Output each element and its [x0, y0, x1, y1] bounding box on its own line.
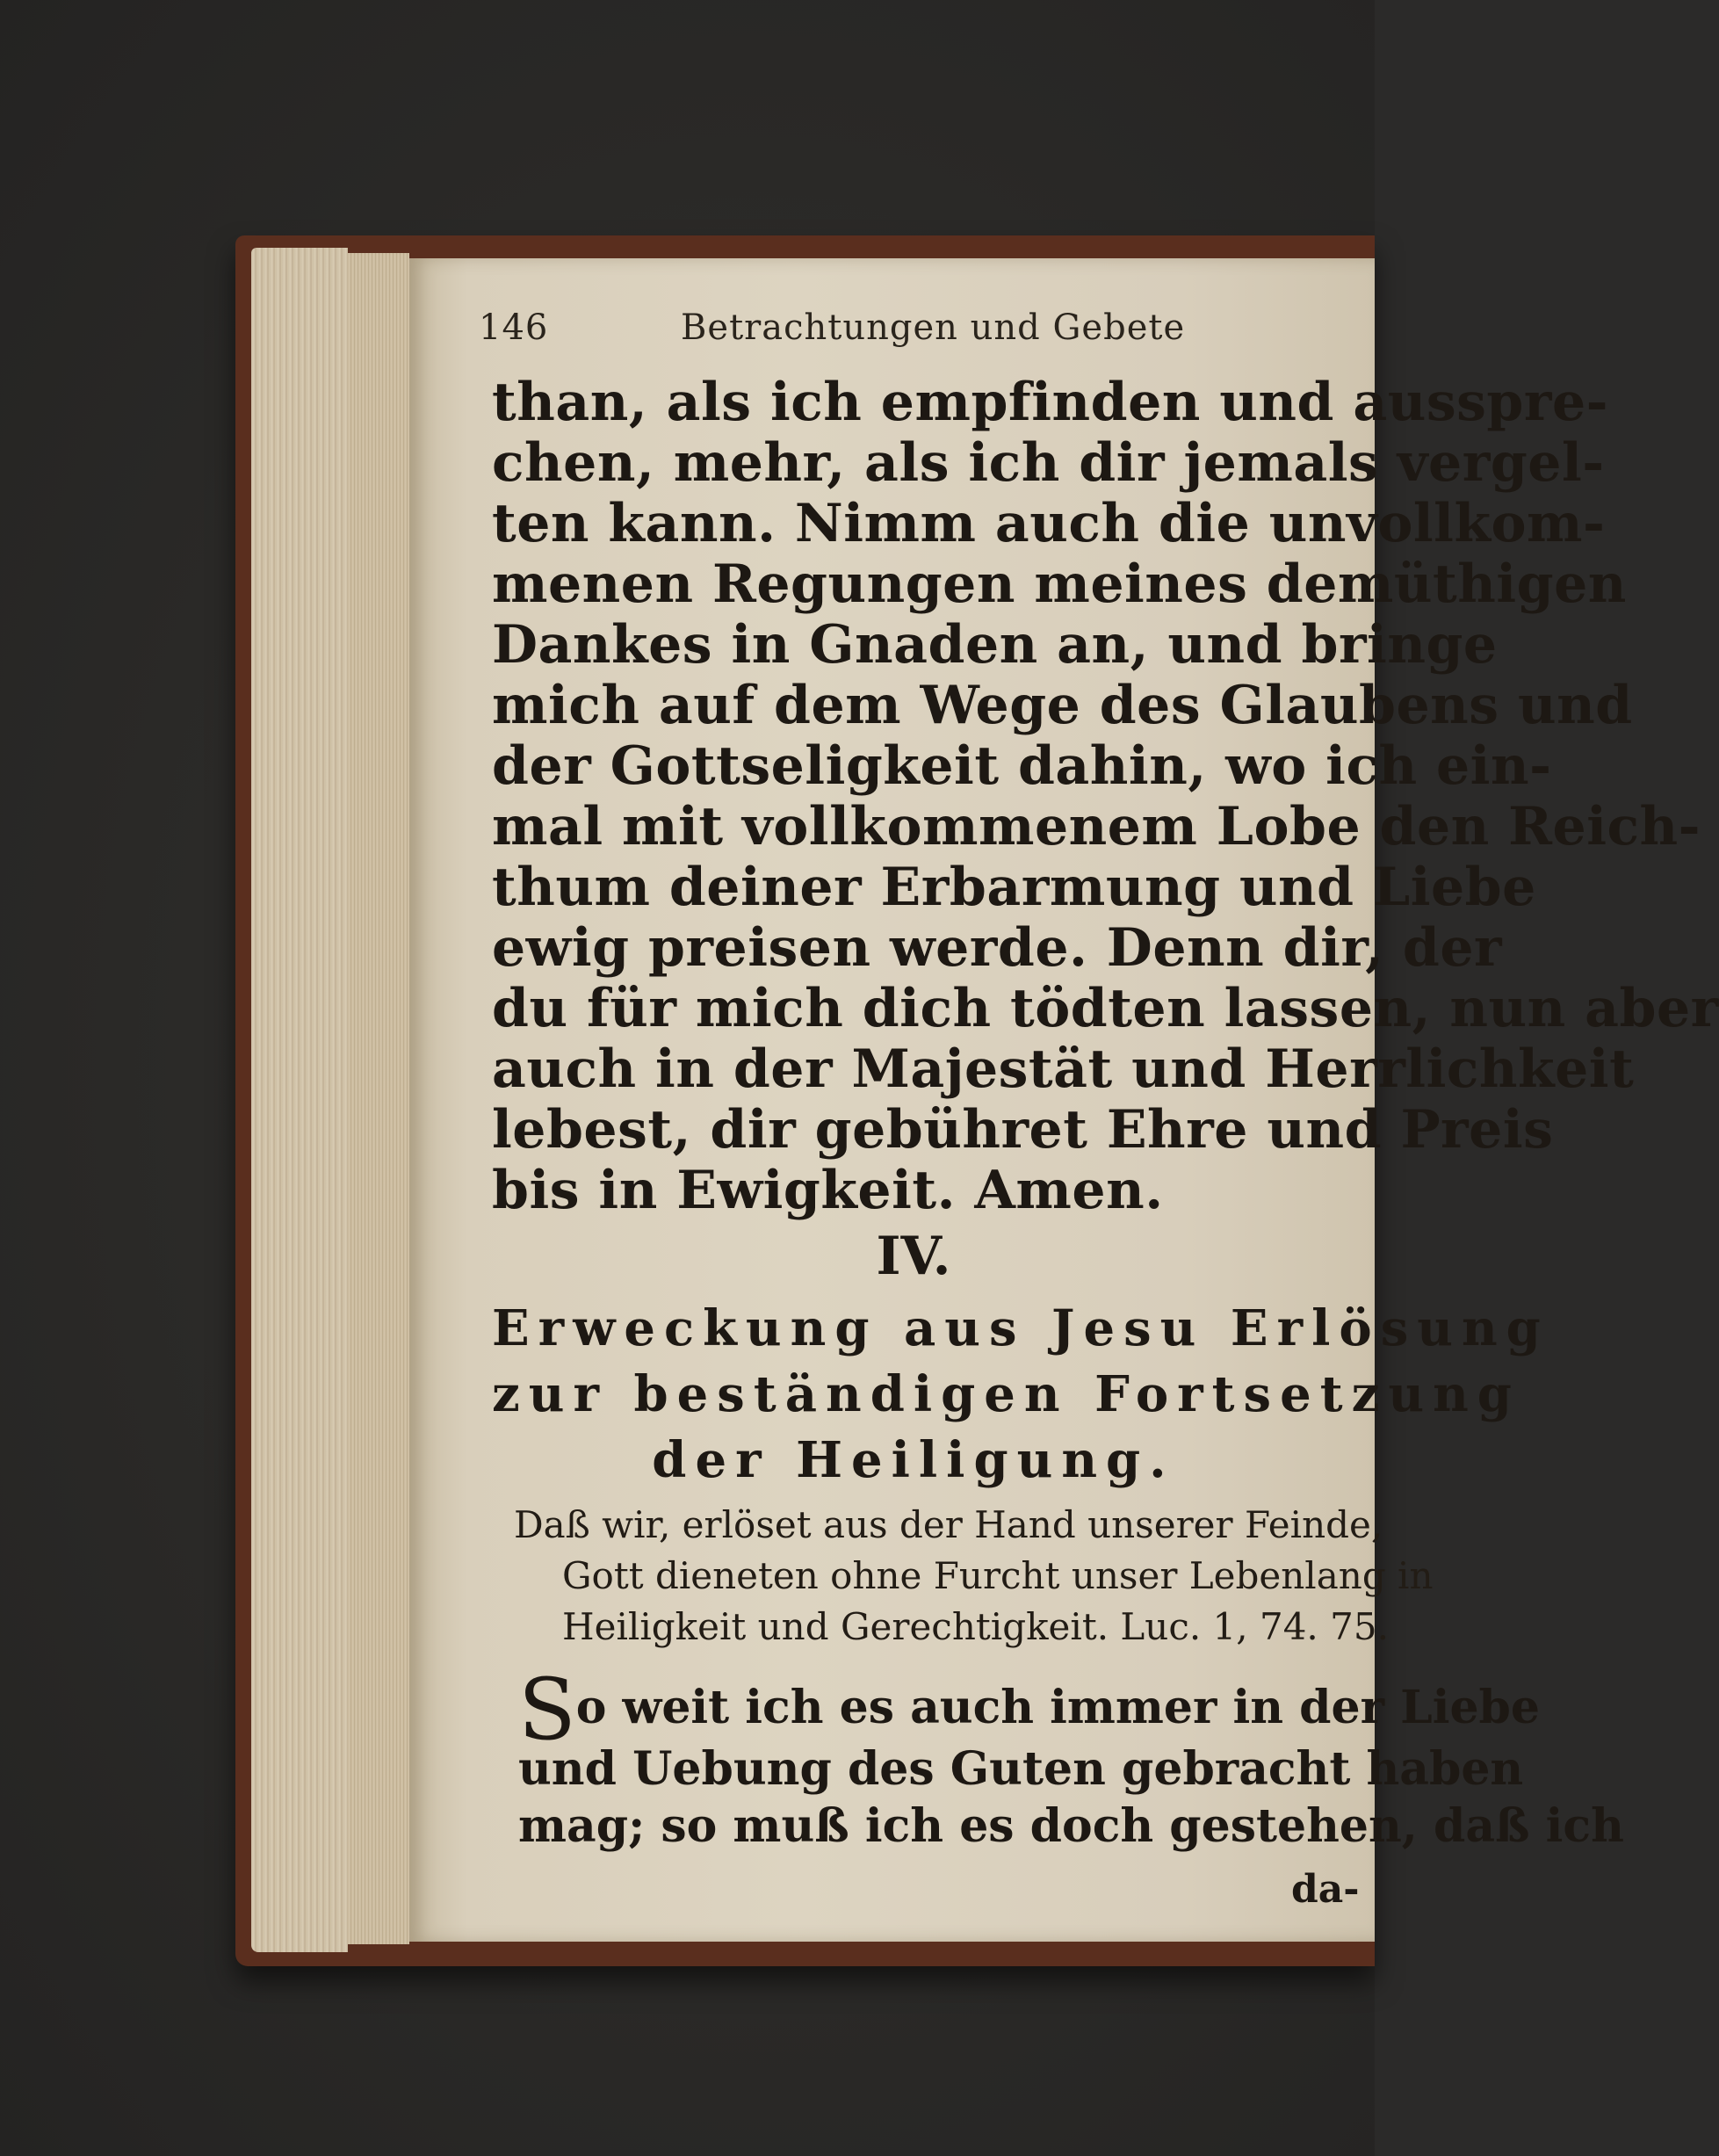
page-number: 146	[479, 307, 549, 348]
text-line: chen, mehr, als ich dir jemals vergel-	[492, 432, 1605, 494]
motto-line: Gott dieneten ohne Furcht unser Lebenlang in	[562, 1554, 1434, 1597]
text-line: than, als ich empfinden und ausspre-	[492, 372, 1609, 433]
text-line: auch in der Majestät und Herrlichkeit	[492, 1038, 1635, 1100]
text-line: mal mit vollkommenem Lobe den Reich-	[492, 796, 1701, 857]
drop-cap: S	[518, 1660, 576, 1759]
paragraph-first-line	[518, 1660, 1540, 1759]
page-block-edge	[251, 248, 348, 1952]
running-title: Betrachtungen und Gebete	[681, 307, 1186, 348]
heading-line: der Heiligung.	[652, 1431, 1175, 1489]
paragraph-line: und Uebung des Guten gebracht haben	[518, 1742, 1524, 1796]
text-line: ewig preisen werde. Denn dir, der	[492, 917, 1503, 979]
text-line: Dankes in Gnaden an, und bringe	[492, 614, 1498, 676]
text-line: du für mich dich tödten lassen, nun aber	[492, 978, 1719, 1039]
motto-line: Daß wir, erlöset aus der Hand unserer Feinde,	[514, 1503, 1383, 1546]
text-line: bis in Ewigkeit. Amen.	[492, 1160, 1164, 1221]
heading-line: zur beständigen Fortsetzung	[492, 1365, 1520, 1423]
text-line: thum deiner Erbarmung und Liebe	[492, 857, 1536, 918]
catchword: da-	[1291, 1867, 1360, 1912]
text-line: lebest, dir gebühret Ehre und Preis	[492, 1099, 1554, 1161]
page-block-edge-inner	[348, 253, 409, 1944]
heading-line: Erweckung aus Jesu Erlösung	[492, 1299, 1549, 1357]
motto-line: Heiligkeit und Gerechtigkeit. Luc. 1, 74. 75.	[562, 1605, 1389, 1648]
paragraph-line: mag; so muß ich es doch gestehen, daß ich	[518, 1799, 1624, 1853]
text-line: mich auf dem Wege des Glaubens und	[492, 675, 1633, 736]
first-line-text: o weit ich es auch immer in der Liebe	[575, 1681, 1540, 1734]
running-head	[479, 307, 1269, 360]
text-line: ten kann. Nimm auch die unvollkom-	[492, 493, 1606, 554]
text-line: menen Regungen meines demüthigen	[492, 553, 1627, 615]
section-numeral: IV.	[876, 1226, 951, 1287]
text-line: der Gottseligkeit dahin, wo ich ein-	[492, 735, 1552, 797]
